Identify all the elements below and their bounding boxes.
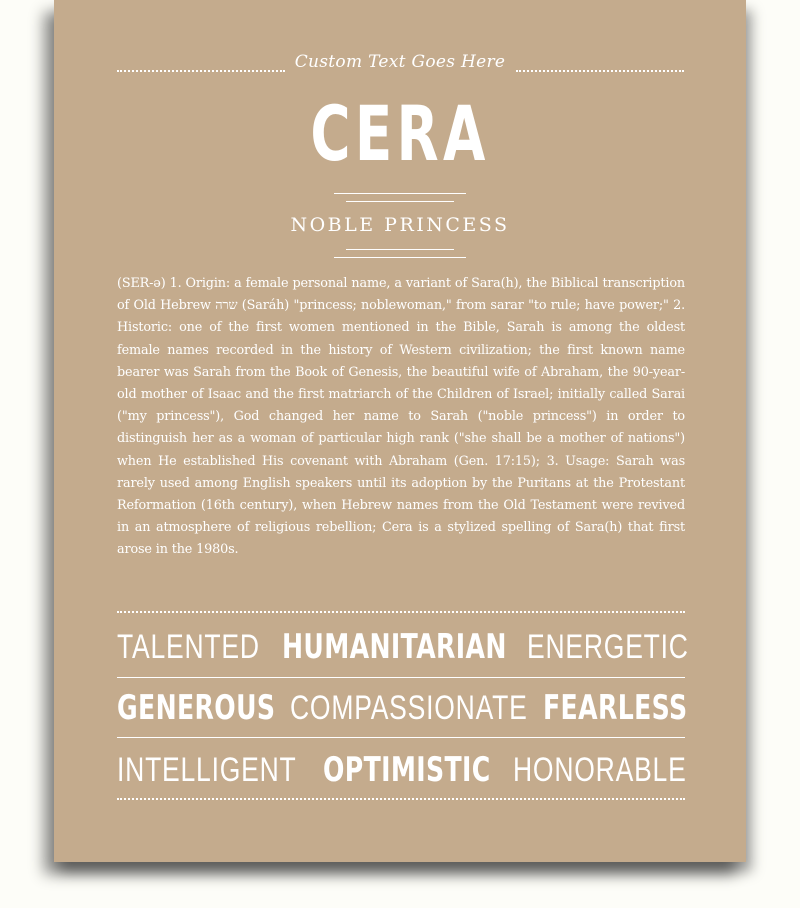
traits-row-1 [117, 622, 689, 672]
name-meaning: NOBLE PRINCESS [290, 214, 510, 236]
traits-divider-2 [117, 737, 685, 738]
name-underline-top [334, 193, 466, 194]
custom-text: Custom Text Goes Here [294, 52, 506, 72]
traits-row-2 [117, 683, 688, 733]
name-underline-bottom [346, 201, 454, 202]
trait-word: OPTIMISTIC [323, 750, 491, 790]
trait-word: COMPASSIONATE [290, 689, 528, 727]
traits-dotted-rule-top [117, 611, 685, 613]
traits-divider-1 [117, 677, 685, 678]
name-title: CERA [310, 89, 490, 178]
traits-row-3 [117, 745, 685, 795]
trait-word: INTELLIGENT [117, 751, 297, 789]
trait-word: GENEROUS [117, 688, 276, 728]
trait-word: FEARLESS [543, 688, 688, 728]
meaning-underline-top [346, 249, 454, 250]
meaning-underline-bottom [334, 257, 466, 258]
name-definition: (SER-ə) 1. Origin: a female personal name, a variant of Sara(h), the Biblical transcription of Old Hebrew שרה (Saráh) "princess; noblewoman," from sarar "to rule; have power;" 2. Historic: one of the first women mentioned in the Bible, Sarah is among the oldest female names recorded in the history of Western civilization; the first known name bearer was Sarah from the Book of Genesis, the beautiful wife of Abraham, the 90-year-old mother of Isaac and the first matriarch of the Children of Israel; initially called Sarai ("my princess"), God changed her name to Sarah ("noble princess") in order to distinguish her as a woman of particular high rank ("she shall be a mother of nations") when He established His covenant with Abraham (Gen. 17:15); 3. Usage: Sarah was rarely used among English speakers until its adoption by the Puritans at the Protestant Reformation (16th century), when Hebrew names from the Old Testament were revived in an atmosphere of religious rebellion; Cera is a stylized spelling of Sara(h) that first arose in the 1980s. [117, 276, 686, 558]
trait-word: HUMANITARIAN [282, 627, 507, 667]
traits-dotted-rule-bottom [117, 798, 685, 800]
trait-word: ENERGETIC [527, 628, 689, 666]
trait-word: TALENTED [117, 628, 260, 666]
trait-word: HONORABLE [513, 751, 687, 789]
